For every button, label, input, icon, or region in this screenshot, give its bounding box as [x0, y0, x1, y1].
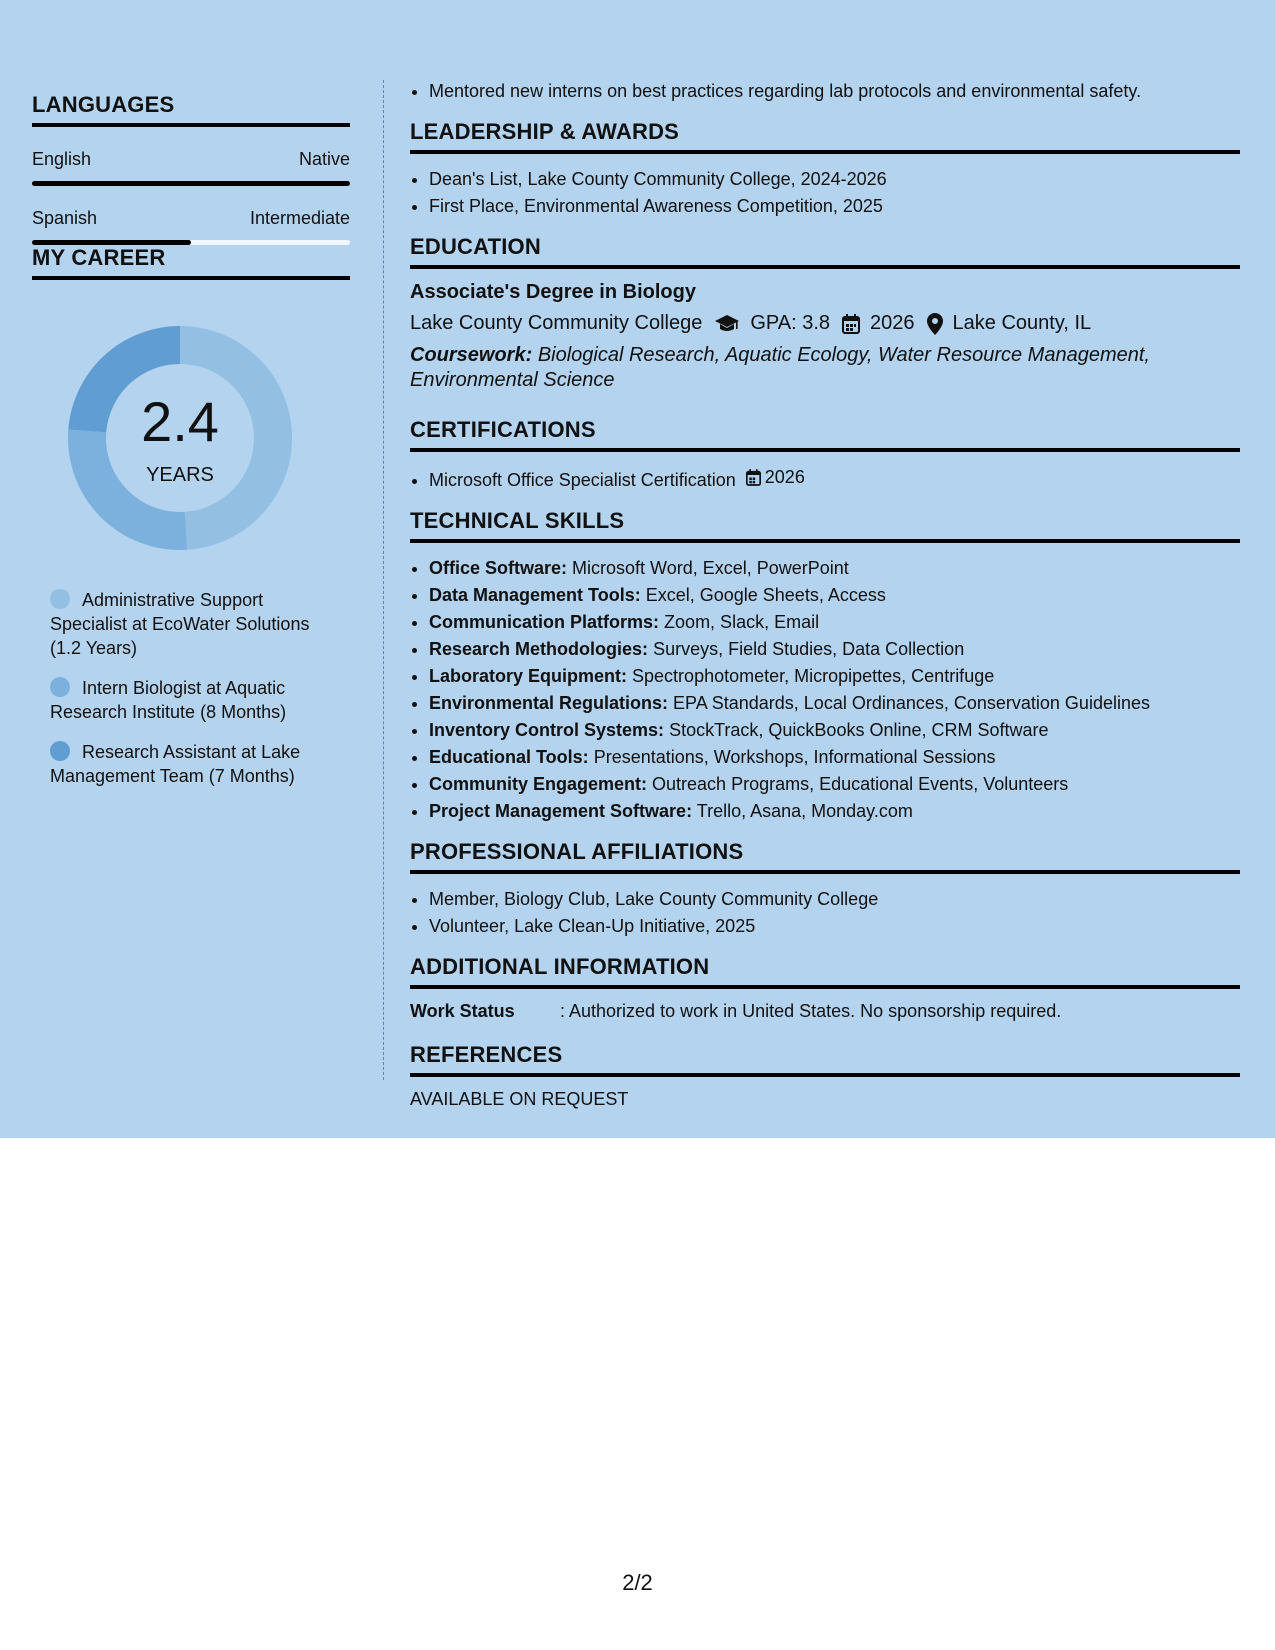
coursework-label: Coursework:: [410, 344, 533, 366]
legend-item: [50, 676, 340, 724]
certifications-heading: CERTIFICATIONS: [410, 417, 1240, 452]
list-item: • First Place, Environmental Awareness Competition, 2025: [429, 193, 1240, 220]
languages-heading: LANGUAGES: [32, 92, 350, 127]
legend-label: Administrative Support Specialist at EcoWater Solutions (1.2 Years): [50, 590, 310, 658]
skill-value: Trello, Asana, Monday.com: [696, 801, 913, 821]
language-proficiency-bar: [32, 181, 350, 186]
language-level: Native: [298, 149, 350, 169]
education-school: Lake County Community College: [410, 312, 703, 334]
work-status-row: [410, 1001, 1240, 1022]
certification-name: Microsoft Office Specialist Certification: [429, 470, 736, 490]
certifications-list: [410, 464, 1240, 494]
legend-item: [50, 740, 340, 788]
affiliations-list: [410, 886, 1240, 940]
leadership-heading: LEADERSHIP & AWARDS: [410, 119, 1240, 154]
certification-date: [746, 464, 805, 491]
legend-dot: [50, 677, 70, 697]
leadership-list: [410, 166, 1240, 220]
language-name: Spanish: [32, 208, 98, 228]
main-content: [410, 78, 1240, 1110]
language-row: [32, 149, 350, 170]
skill-label: Communication Platforms:: [429, 612, 660, 632]
location-pin-icon: [927, 313, 943, 335]
legend-label: Intern Biologist at Aquatic Research Institute (8 Months): [50, 678, 287, 722]
skills-heading: TECHNICAL SKILLS: [410, 508, 1240, 543]
skill-label: Community Engagement:: [429, 774, 648, 794]
skill-item: [429, 609, 1240, 636]
skill-label: Research Methodologies:: [429, 639, 649, 659]
references-heading: REFERENCES: [410, 1042, 1240, 1077]
skill-item: [429, 636, 1240, 663]
skill-label: Inventory Control Systems:: [429, 720, 665, 740]
list-item: • Volunteer, Lake Clean-Up Initiative, 2025: [429, 913, 1240, 940]
coursework-text: Biological Research, Aquatic Ecology, Water Resource Management, Environmental Science: [410, 344, 1150, 391]
certification-item: [429, 464, 1240, 494]
skill-label: Project Management Software:: [429, 801, 693, 821]
career-heading: MY CAREER: [32, 245, 350, 280]
skill-item: [429, 555, 1240, 582]
language-proficiency-fill: [32, 181, 350, 186]
list-item: • Mentored new interns on best practices regarding lab protocols and environmental safety.: [429, 78, 1240, 105]
education-year: 2026: [870, 312, 915, 334]
work-status-value: : Authorized to work in United States. No sponsorship required.: [560, 1001, 1062, 1021]
skill-value: Zoom, Slack, Email: [664, 612, 820, 632]
education-degree: Associate's Degree in Biology: [410, 281, 696, 303]
skill-item: [429, 798, 1240, 825]
legend-item: [50, 588, 340, 660]
career-donut-chart: [66, 324, 294, 552]
list-item: • Member, Biology Club, Lake County Community College: [429, 886, 1240, 913]
skill-value: Outreach Programs, Educational Events, Volunteers: [652, 774, 1069, 794]
language-name: English: [32, 149, 92, 169]
skill-item: [429, 663, 1240, 690]
skill-value: Spectrophotometer, Micropipettes, Centrifuge: [632, 666, 995, 686]
skill-label: Data Management Tools:: [429, 585, 641, 605]
language-row: [32, 208, 350, 229]
skill-item: [429, 582, 1240, 609]
skill-item: [429, 744, 1240, 771]
career-total-unit: YEARS: [146, 464, 214, 486]
experience-bullets: [410, 78, 1240, 105]
skill-value: Excel, Google Sheets, Access: [645, 585, 886, 605]
skill-item: [429, 717, 1240, 744]
skills-list: [410, 555, 1240, 825]
skill-value: Presentations, Workshops, Informational Sessions: [593, 747, 996, 767]
language-level: Intermediate: [249, 208, 350, 228]
skill-item: [429, 690, 1240, 717]
skill-value: EPA Standards, Local Ordinances, Conservation Guidelines: [673, 693, 1150, 713]
skill-label: Educational Tools:: [429, 747, 589, 767]
graduation-cap-icon: [714, 314, 740, 334]
education-coursework: [410, 343, 1240, 393]
legend-dot: [50, 741, 70, 761]
languages-list: [32, 149, 350, 245]
skill-value: StockTrack, QuickBooks Online, CRM Software: [669, 720, 1049, 740]
education-gpa: GPA: 3.8: [750, 312, 831, 334]
certification-year: 2026: [764, 467, 805, 487]
legend-label: Research Assistant at Lake Management Team (7 Months): [50, 742, 301, 786]
list-item: • Dean's List, Lake County Community College, 2024-2026: [429, 166, 1240, 193]
affiliations-heading: PROFESSIONAL AFFILIATIONS: [410, 839, 1240, 874]
skill-value: Surveys, Field Studies, Data Collection: [653, 639, 965, 659]
calendar-icon: [842, 314, 860, 334]
skill-value: Microsoft Word, Excel, PowerPoint: [572, 558, 849, 578]
additional-heading: ADDITIONAL INFORMATION: [410, 954, 1240, 989]
skill-item: [429, 771, 1240, 798]
calendar-icon: [746, 469, 761, 486]
career-legend: [50, 588, 340, 788]
references-text: AVAILABLE ON REQUEST: [410, 1089, 629, 1109]
skill-label: Laboratory Equipment:: [429, 666, 628, 686]
education-location: Lake County, IL: [952, 312, 1092, 334]
education-heading: EDUCATION: [410, 234, 1240, 269]
skill-label: Office Software:: [429, 558, 568, 578]
education-details: [410, 312, 1240, 335]
page-number: 2/2: [622, 1570, 653, 1595]
column-divider: [383, 80, 384, 1080]
legend-dot: [50, 589, 70, 609]
language-proficiency-fill: [32, 240, 191, 245]
career-total-years: 2.4: [141, 390, 219, 453]
work-status-label: Work Status: [410, 1001, 515, 1021]
sidebar: [32, 92, 350, 804]
language-proficiency-bar: [32, 240, 350, 245]
skill-label: Environmental Regulations:: [429, 693, 669, 713]
